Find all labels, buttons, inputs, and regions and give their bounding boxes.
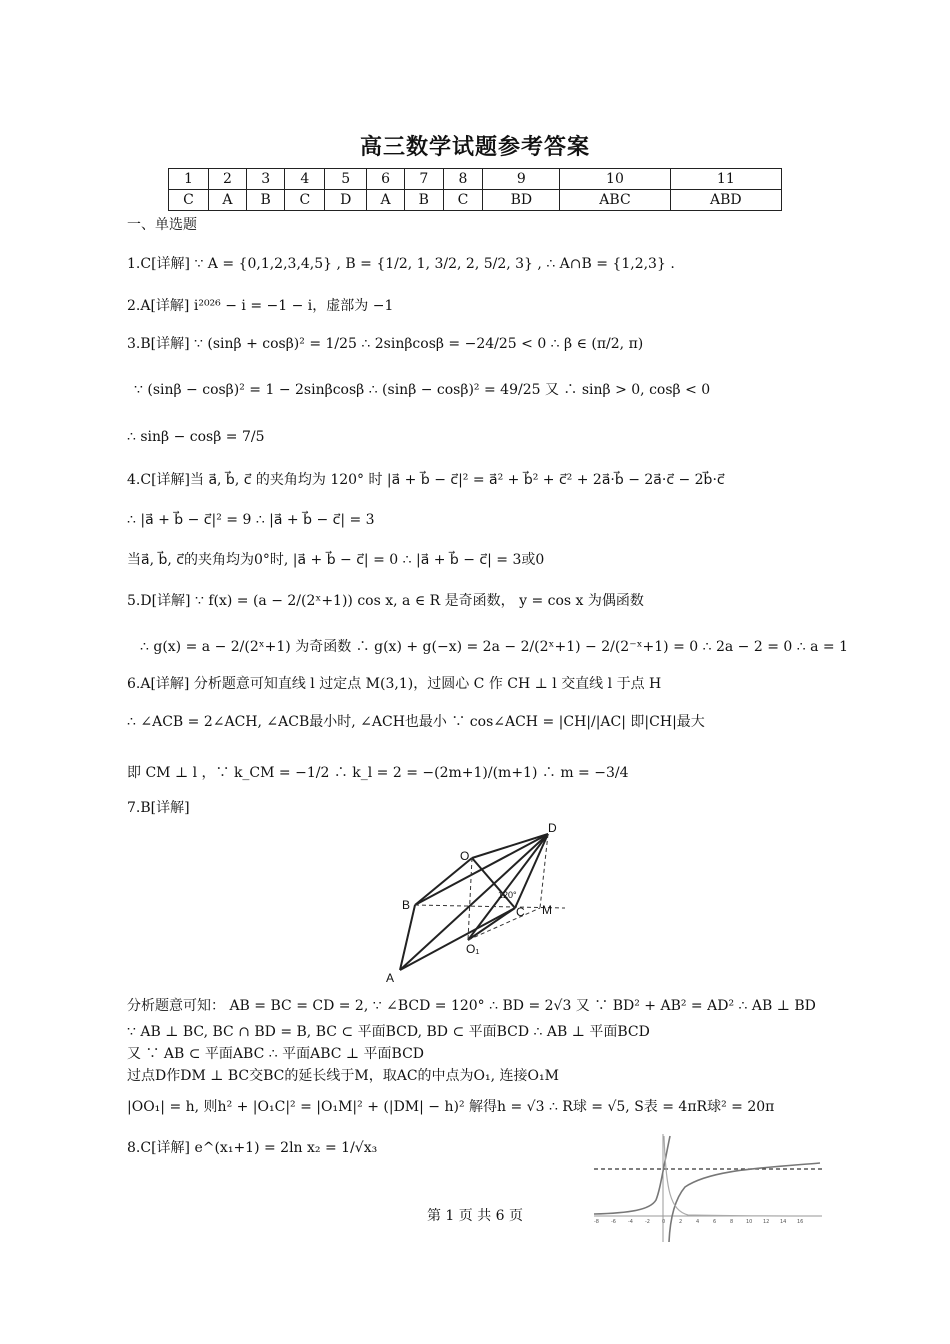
q6-line3: 即 CM ⊥ l ，∵ k_CM = −1/2 ∴ k_l = 2 = −(2m+1)/(m+1) ∴ m = −3/4 (127, 765, 629, 781)
q2-head: 2.A[详解] (127, 298, 190, 314)
question-number: 10 (560, 169, 670, 190)
q4-head: 4.C[详解] (127, 472, 190, 488)
q4-line1 (127, 471, 725, 489)
answer-cell: C (443, 190, 483, 211)
edge-O1C (468, 908, 515, 940)
question-number: 4 (285, 169, 325, 190)
q4-equation-1: 当 a⃗, b⃗, c⃗ 的夹角均为 120° 时 |a⃗ + b⃗ − c⃗|² = a⃗² + b⃗² + c⃗² + 2a⃗·b⃗ − 2a⃗·c⃗ − 2b⃗·c⃗ (190, 472, 725, 488)
page-title: 高三数学试题参考答案 (359, 134, 590, 160)
answer-table (168, 168, 782, 211)
q7-geometry-figure (380, 820, 580, 990)
x-tick: 14 (780, 1219, 787, 1225)
x-tick: 6 (713, 1219, 717, 1225)
answer-cell: C (285, 190, 325, 211)
q5-line2: ∴ g(x) = a − 2/(2ˣ+1) 为奇函数 ∴ g(x) + g(−x) = 2a − 2/(2ˣ+1) − 2/(2⁻ˣ+1) = 0 ∴ 2a − 2 = 0 ∴ a = 1 (140, 639, 849, 655)
q3-line3: ∴ sinβ − cosβ = 7/5 (127, 429, 265, 445)
q7-line1: 分析题意可知： AB = BC = CD = 2, ∵ ∠BCD = 120° ∴ BD = 2√3 又 ∵ BD² + AB² = AD² ∴ AB ⊥ BD (127, 998, 816, 1014)
question-number: 2 (208, 169, 246, 190)
reciprocal-sqrt-curve (664, 1136, 820, 1216)
q6-head: 6.A[详解] (127, 676, 190, 692)
answer-cell: A (208, 190, 246, 211)
answer-cell: D (325, 190, 367, 211)
question-number: 1 (169, 169, 209, 190)
q1-head: 1.C[详解] (127, 256, 190, 272)
page-footer: 第 1 页 共 6 页 (426, 1208, 524, 1224)
q6-text-1: 分析题意可知直线 l 过定点 M(3,1)，过圆心 C 作 CH ⊥ l 交直线 l 于点 H (193, 676, 662, 692)
q8-head: 8.C[详解] (127, 1140, 190, 1156)
label-angle: 120° (498, 890, 517, 900)
q7-line4: 过点D作DM ⊥ BC交BC的延长线于M，取AC的中点为O₁, 连接O₁M (127, 1068, 559, 1084)
exp-curve (594, 1136, 670, 1214)
answer-cell: ABC (560, 190, 670, 211)
q3-equation-1: ∵ (sinβ + cosβ)² = 1/25 ∴ 2sinβcosβ = −24/25 < 0 ∴ β ∈ (π/2, π) (194, 336, 644, 352)
q7-head: 7.B[详解] (127, 800, 190, 816)
q4-line3: 当a⃗, b⃗, c⃗的夹角均为0°时, |a⃗ + b⃗ − c⃗| = 0 ∴ |a⃗ + b⃗ − c⃗| = 3或0 (127, 552, 545, 568)
question-number: 3 (246, 169, 285, 190)
question-number: 6 (367, 169, 405, 190)
q8-line1 (127, 1139, 377, 1157)
label-D: D (548, 821, 557, 835)
q6-line2: ∴ ∠ACB = 2∠ACH, ∠ACB最小时, ∠ACH也最小 ∵ cos∠ACH = |CH|/|AC| 即|CH|最大 (127, 714, 705, 730)
q7-line3: 又 ∵ AB ⊂ 平面ABC ∴ 平面ABC ⊥ 平面BCD (127, 1046, 425, 1062)
q7-line2: ∵ AB ⊥ BC, BC ∩ BD = B, BC ⊂ 平面BCD, BD ⊂ 平面BCD ∴ AB ⊥ 平面BCD (127, 1024, 650, 1040)
q6-line1 (127, 675, 661, 693)
q3-head: 3.B[详解] (127, 336, 190, 352)
answer-cell: A (367, 190, 405, 211)
x-tick: 16 (797, 1219, 804, 1225)
q1-body: ∵ A = {0,1,2,3,4,5} , B = {1/2, 1, 3/2, 2, 5/2, 3} , ∴ A∩B = {1,2,3} . (194, 256, 675, 272)
x-tick: -8 (594, 1219, 599, 1225)
q7-line5: |OO₁| = h, 则h² + |O₁C|² = |O₁M|² + (|DM| − h)² 解得h = √3 ∴ R球 = √5, S表 = 4πR球² = 20π (127, 1099, 775, 1115)
q2-body: i²⁰²⁶ − i = −1 − i，虚部为 −1 (193, 298, 394, 314)
answer-cell: BD (483, 190, 560, 211)
q5-line1 (127, 592, 644, 610)
q5-equation-1: ∵ f(x) = (a − 2/(2ˣ+1)) cos x, a ∈ R 是奇函数， y = cos x 为偶函数 (194, 593, 644, 609)
q8-body: e^(x₁+1) = 2ln x₂ = 1/√x₃ (194, 1140, 378, 1156)
x-tick: 10 (746, 1219, 753, 1225)
q8-function-graph (590, 1130, 825, 1245)
x-tick: -6 (611, 1219, 616, 1225)
x-tick: 4 (696, 1219, 700, 1225)
q2-solution (127, 297, 393, 315)
q3-line2: ∵ (sinβ − cosβ)² = 1 − 2sinβcosβ ∴ (sinβ − cosβ)² = 49/25 又 ∴ sinβ > 0, cosβ < 0 (134, 382, 711, 398)
label-A: A (386, 971, 395, 985)
answer-table-number-row (169, 169, 782, 190)
q5-head: 5.D[详解] (127, 593, 191, 609)
x-tick: 8 (730, 1219, 734, 1225)
label-B: B (402, 898, 411, 912)
section-heading: 一、单选题 (127, 217, 197, 233)
label-C: C (516, 905, 525, 919)
question-number: 7 (405, 169, 444, 190)
answer-cell: C (169, 190, 209, 211)
q4-line2: ∴ |a⃗ + b⃗ − c⃗|² = 9 ∴ |a⃗ + b⃗ − c⃗| = 3 (127, 512, 375, 528)
question-number: 11 (670, 169, 781, 190)
answer-cell: B (246, 190, 285, 211)
question-number: 9 (483, 169, 560, 190)
x-tick: 2 (679, 1219, 683, 1225)
label-O1: O₁ (466, 942, 480, 956)
question-number: 8 (443, 169, 483, 190)
edge-DO1 (468, 834, 548, 940)
x-tick: -4 (628, 1219, 633, 1225)
label-M: M (542, 903, 552, 917)
line-OO1 (468, 858, 472, 940)
answer-table-answer-row (169, 190, 782, 211)
edge-OC (472, 858, 515, 908)
q3-line1 (127, 335, 643, 353)
answer-cell: B (405, 190, 444, 211)
log-curve (669, 1163, 820, 1242)
label-O: O (460, 849, 470, 863)
x-tick: 0 (662, 1219, 666, 1225)
q1-solution (127, 255, 675, 273)
x-tick: -2 (645, 1219, 650, 1225)
edge-BO (415, 858, 472, 905)
answer-cell: ABD (670, 190, 781, 211)
x-tick: 12 (763, 1219, 770, 1225)
question-number: 5 (325, 169, 367, 190)
edge-AB (400, 905, 415, 970)
